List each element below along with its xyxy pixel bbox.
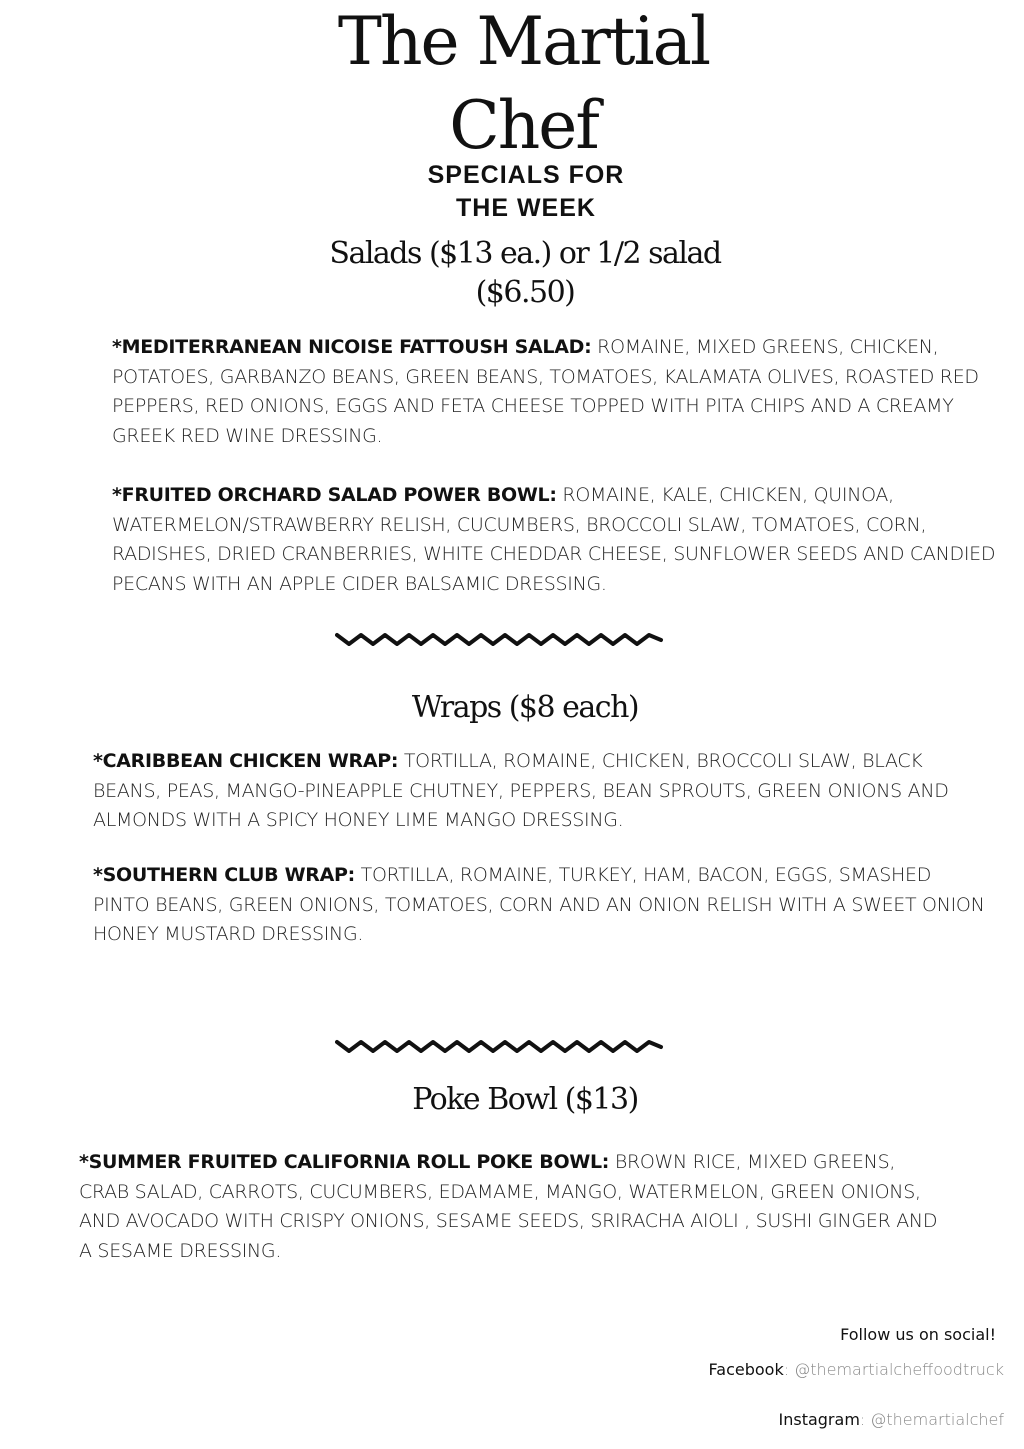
separator: : [783, 1360, 795, 1379]
instagram-handle[interactable]: @themartialchef [870, 1410, 1004, 1429]
item-description: ROMAINE, KALE, CHICKEN, QUINOA, WATERMELON/STRAWBERRY RELISH, CUCUMBERS, BROCCOLI SLAW, TOMATOES, CORN, RADISHES, DRIED CRANBERRIES, WHITE CHEDDAR CHEESE, SUNFLOWER SEEDS AND CANDIED PECANS WITH AN APPLE CIDER BALSAMIC DRESSING. [112, 484, 996, 595]
item-name: *MEDITERRANEAN NICOISE FATTOUSH SALAD: [112, 336, 592, 358]
separator: : [859, 1410, 871, 1429]
subtitle-line-2: THE WEEK [456, 194, 596, 222]
menu-item [93, 861, 993, 950]
poke-bowl-heading: Poke Bowl ($13) [412, 1082, 638, 1117]
subtitle-line-1: SPECIALS FOR [427, 161, 625, 189]
item-name: *SOUTHERN CLUB WRAP: [93, 864, 355, 886]
menu-item [112, 481, 1002, 599]
item-description: ROMAINE, MIXED GREENS, CHICKEN, POTATOES, GARBANZO BEANS, GREEN BEANS, TOMATOES, KALAMATA OLIVES, ROASTED RED PEPPERS, RED ONIONS, EGGS AND FETA CHEESE TOPPED WITH PITA CHIPS AND A CREAMY GREEK RED WINE DRESSING. [112, 336, 979, 447]
social-heading: Follow us on social! [840, 1325, 996, 1344]
wavy-divider [335, 1037, 665, 1057]
facebook-handle[interactable]: @themartialcheffoodtruck [794, 1360, 1004, 1379]
facebook-label: Facebook [708, 1360, 784, 1379]
wavy-divider [335, 630, 665, 650]
item-description: TORTILLA, ROMAINE, CHICKEN, BROCCOLI SLAW, BLACK BEANS, PEAS, MANGO-PINEAPPLE CHUTNEY, PEPPERS, BEAN SPROUTS, GREEN ONIONS AND ALMONDS WITH A SPICY HONEY LIME MANGO DRESSING. [93, 750, 949, 832]
item-description: TORTILLA, ROMAINE, TURKEY, HAM, BACON, EGGS, SMASHED PINTO BEANS, GREEN ONIONS, TOMATOES, CORN AND AN ONION RELISH WITH A SWEET ONION HONEY MUSTARD DRESSING. [93, 864, 985, 946]
salads-heading-price: ($6.50) [475, 275, 575, 310]
facebook-line [709, 1360, 1004, 1379]
menu-item [93, 747, 993, 836]
wraps-heading: Wraps ($8 each) [411, 690, 639, 725]
item-name: *FRUITED ORCHARD SALAD POWER BOWL: [112, 484, 557, 506]
menu-item [79, 1148, 939, 1266]
title-line-1: The Martial [337, 3, 710, 80]
item-name: *SUMMER FRUITED CALIFORNIA ROLL POKE BOWL: [79, 1151, 610, 1173]
item-name: *CARIBBEAN CHICKEN WRAP: [93, 750, 399, 772]
instagram-label: Instagram [778, 1410, 860, 1429]
salads-heading: Salads ($13 ea.) or 1/2 salad [329, 236, 721, 271]
menu-item [112, 333, 992, 451]
item-description: BROWN RICE, MIXED GREENS, CRAB SALAD, CARROTS, CUCUMBERS, EDAMAME, MANGO, WATERMELON, GREEN ONIONS, AND AVOCADO WITH CRISPY ONIONS, SESAME SEEDS, SRIRACHA AIOLI , SUSHI GINGER AND A SESAME DRESSING. [79, 1151, 938, 1262]
title-line-2: Chef [449, 87, 598, 164]
instagram-line [779, 1410, 1005, 1429]
